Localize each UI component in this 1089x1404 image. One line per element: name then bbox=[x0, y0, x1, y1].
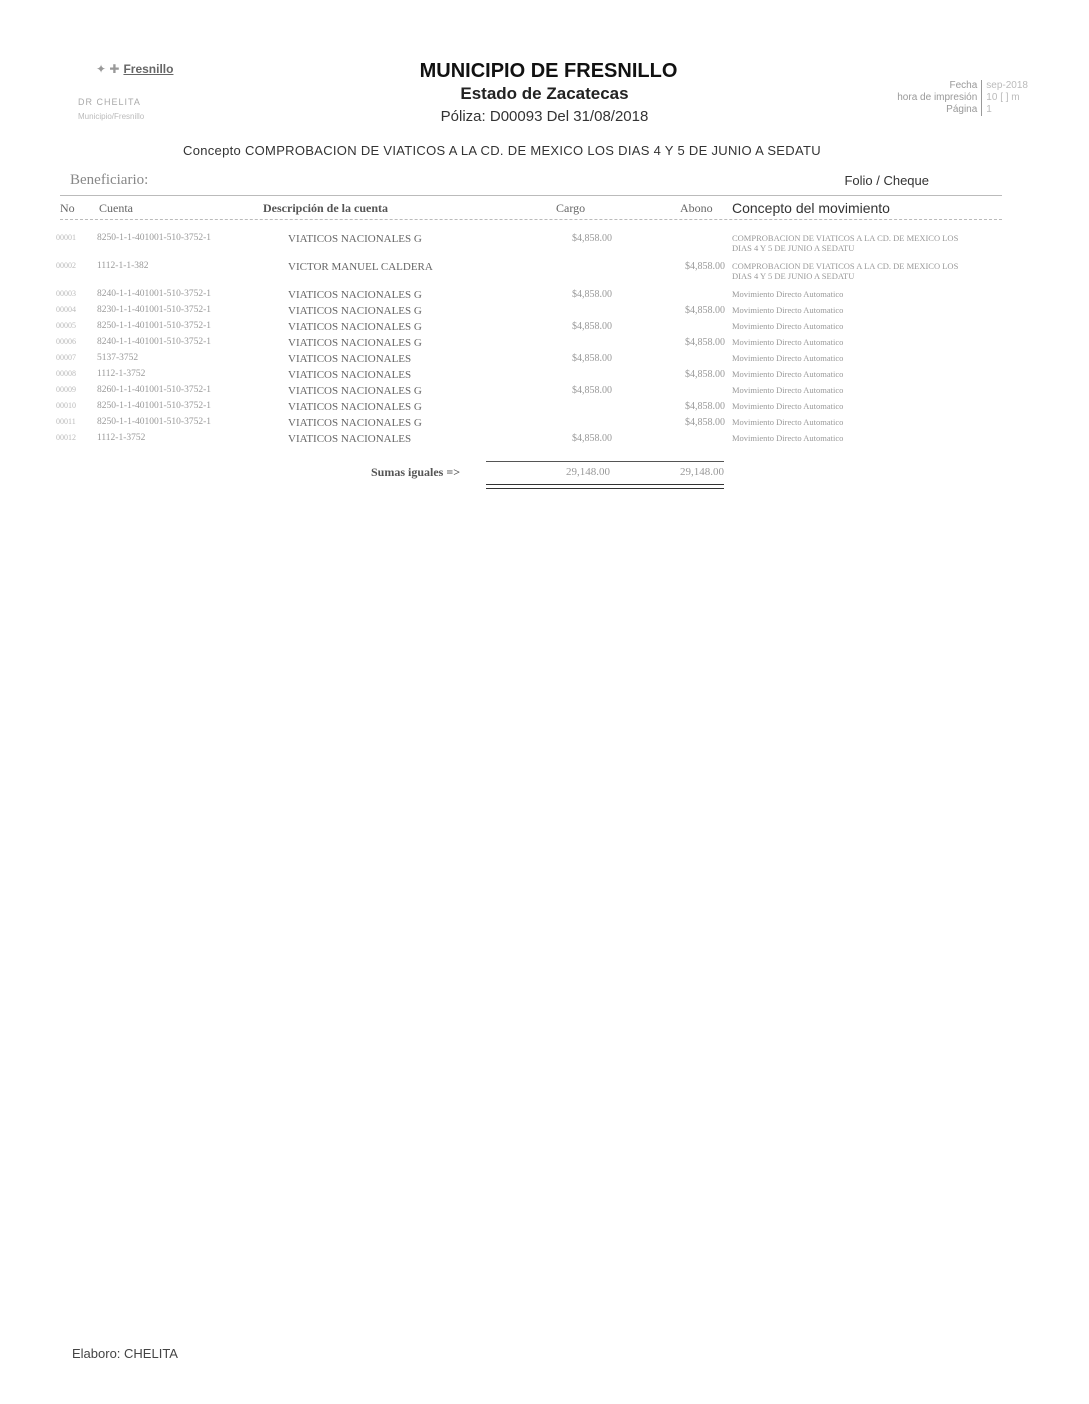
table-row bbox=[0, 305, 1089, 321]
row-cuenta: 8250-1-1-401001-510-3752-1 bbox=[97, 401, 211, 411]
row-descripcion: VIATICOS NACIONALES bbox=[288, 353, 412, 365]
row-number: 00006 bbox=[56, 337, 76, 346]
row-cuenta: 1112-1-3752 bbox=[97, 433, 146, 443]
row-number: 00002 bbox=[56, 261, 76, 270]
column-header-divider bbox=[60, 219, 1002, 220]
header-divider bbox=[60, 195, 1002, 196]
row-descripcion: VIATICOS NACIONALES G bbox=[288, 401, 422, 413]
totals-double-rule-2 bbox=[486, 488, 724, 489]
row-cuenta: 8250-1-1-401001-510-3752-1 bbox=[97, 321, 211, 331]
table-row bbox=[0, 233, 1089, 253]
meta-label-pagina: Página bbox=[893, 104, 982, 116]
row-abono: $4,858.00 bbox=[685, 337, 725, 348]
col-header-cargo: Cargo bbox=[556, 201, 586, 215]
logo-text: Fresnillo bbox=[123, 62, 174, 76]
table-row bbox=[0, 433, 1089, 449]
row-number: 00012 bbox=[56, 433, 76, 442]
row-cuenta: 1112-1-3752 bbox=[97, 369, 146, 379]
row-descripcion: VIATICOS NACIONALES G bbox=[288, 321, 422, 333]
meta-value-hora: 10 [ ] m bbox=[986, 92, 1020, 103]
logo-mark-icon: ✦ ✚ bbox=[96, 62, 120, 76]
totals-double-rule-1 bbox=[486, 484, 724, 485]
row-cuenta: 8250-1-1-401001-510-3752-1 bbox=[97, 417, 211, 427]
row-abono: $4,858.00 bbox=[685, 401, 725, 412]
table-row bbox=[0, 401, 1089, 417]
row-descripcion: VIATICOS NACIONALES G bbox=[288, 233, 422, 245]
row-abono: $4,858.00 bbox=[685, 417, 725, 428]
col-header-descripcion: Descripción de la cuenta bbox=[263, 201, 388, 215]
row-concepto: Movimiento Directo Automatico bbox=[732, 321, 844, 331]
col-header-abono: Abono bbox=[680, 201, 713, 215]
row-abono: $4,858.00 bbox=[685, 369, 725, 380]
elaboro-signature: Elaboro: CHELITA bbox=[72, 1346, 178, 1361]
row-cargo: $4,858.00 bbox=[572, 289, 612, 300]
document-title: MUNICIPIO DE FRESNILLO bbox=[419, 60, 678, 82]
row-concepto: Movimiento Directo Automatico bbox=[732, 433, 844, 443]
poliza-line: Póliza: D00093 Del 31/08/2018 bbox=[440, 108, 649, 125]
row-descripcion: VIATICOS NACIONALES G bbox=[288, 305, 422, 317]
table-row bbox=[0, 337, 1089, 353]
row-cargo: $4,858.00 bbox=[572, 233, 612, 244]
row-descripcion: VIATICOS NACIONALES G bbox=[288, 337, 422, 349]
totals-label: Sumas iguales => bbox=[371, 465, 461, 479]
table-row bbox=[0, 369, 1089, 385]
row-concepto: Movimiento Directo Automatico bbox=[732, 353, 844, 363]
row-number: 00007 bbox=[56, 353, 76, 362]
table-row bbox=[0, 417, 1089, 433]
row-cuenta: 5137-3752 bbox=[97, 353, 139, 363]
folio-cheque-label: Folio / Cheque bbox=[844, 173, 929, 188]
row-cuenta: 8260-1-1-401001-510-3752-1 bbox=[97, 385, 211, 395]
logo-subtitle: DR CHELITA bbox=[78, 97, 141, 107]
table-row bbox=[0, 289, 1089, 305]
total-abono: 29,148.00 bbox=[680, 466, 724, 478]
col-header-no: No bbox=[60, 201, 75, 215]
row-concepto: COMPROBACION DE VIATICOS A LA CD. DE MEXICO LOS DIAS 4 Y 5 DE JUNIO A SEDATU bbox=[732, 261, 959, 281]
row-concepto: Movimiento Directo Automatico bbox=[732, 369, 844, 379]
row-number: 00003 bbox=[56, 289, 76, 298]
row-concepto: Movimiento Directo Automatico bbox=[732, 385, 844, 395]
col-header-cuenta: Cuenta bbox=[99, 201, 133, 215]
row-number: 00010 bbox=[56, 401, 76, 410]
row-cargo: $4,858.00 bbox=[572, 353, 612, 364]
row-concepto: Movimiento Directo Automatico bbox=[732, 417, 844, 427]
total-cargo: 29,148.00 bbox=[566, 466, 610, 478]
row-concepto: Movimiento Directo Automatico bbox=[732, 305, 844, 315]
row-cuenta: 8240-1-1-401001-510-3752-1 bbox=[97, 289, 211, 299]
row-cargo: $4,858.00 bbox=[572, 433, 612, 444]
row-descripcion: VIATICOS NACIONALES bbox=[288, 433, 412, 445]
row-descripcion: VIATICOS NACIONALES G bbox=[288, 417, 422, 429]
meta-value-pagina: 1 bbox=[986, 104, 992, 115]
row-cuenta: 8240-1-1-401001-510-3752-1 bbox=[97, 337, 211, 347]
row-cuenta: 8250-1-1-401001-510-3752-1 bbox=[97, 233, 211, 243]
totals-top-rule bbox=[486, 461, 724, 462]
row-descripcion: VICTOR MANUEL CALDERA bbox=[288, 261, 433, 273]
row-descripcion: VIATICOS NACIONALES G bbox=[288, 289, 422, 301]
row-concepto: Movimiento Directo Automatico bbox=[732, 401, 844, 411]
meta-label-hora: hora de impresión bbox=[893, 92, 982, 104]
row-concepto: COMPROBACION DE VIATICOS A LA CD. DE MEXICO LOS DIAS 4 Y 5 DE JUNIO A SEDATU bbox=[732, 233, 959, 253]
table-row bbox=[0, 321, 1089, 337]
col-header-concepto: Concepto del movimiento bbox=[732, 200, 890, 216]
row-cuenta: 8230-1-1-401001-510-3752-1 bbox=[97, 305, 211, 315]
meta-label-fecha: Fecha bbox=[893, 80, 982, 92]
row-number: 00005 bbox=[56, 321, 76, 330]
document-subtitle: Estado de Zacatecas bbox=[460, 84, 629, 103]
row-cargo: $4,858.00 bbox=[572, 385, 612, 396]
row-number: 00008 bbox=[56, 369, 76, 378]
table-row bbox=[0, 385, 1089, 401]
row-descripcion: VIATICOS NACIONALES G bbox=[288, 385, 422, 397]
row-abono: $4,858.00 bbox=[685, 305, 725, 316]
logo-caption: Municipio/Fresnillo bbox=[78, 112, 145, 121]
row-concepto: Movimiento Directo Automatico bbox=[732, 289, 844, 299]
row-cuenta: 1112-1-1-382 bbox=[97, 261, 149, 271]
row-number: 00011 bbox=[56, 417, 76, 426]
row-number: 00009 bbox=[56, 385, 76, 394]
table-row bbox=[0, 353, 1089, 369]
row-concepto: Movimiento Directo Automatico bbox=[732, 337, 844, 347]
row-descripcion: VIATICOS NACIONALES bbox=[288, 369, 412, 381]
row-number: 00001 bbox=[56, 233, 76, 242]
concepto-line: Concepto COMPROBACION DE VIATICOS A LA CD. DE MEXICO LOS DIAS 4 Y 5 DE JUNIO A SEDATU bbox=[183, 143, 821, 158]
row-cargo: $4,858.00 bbox=[572, 321, 612, 332]
meta-value-fecha: sep-2018 bbox=[986, 80, 1028, 91]
row-number: 00004 bbox=[56, 305, 76, 314]
row-abono: $4,858.00 bbox=[685, 261, 725, 272]
table-row bbox=[0, 261, 1089, 281]
beneficiario-label: Beneficiario: bbox=[70, 172, 149, 188]
print-metadata bbox=[893, 80, 1032, 116]
